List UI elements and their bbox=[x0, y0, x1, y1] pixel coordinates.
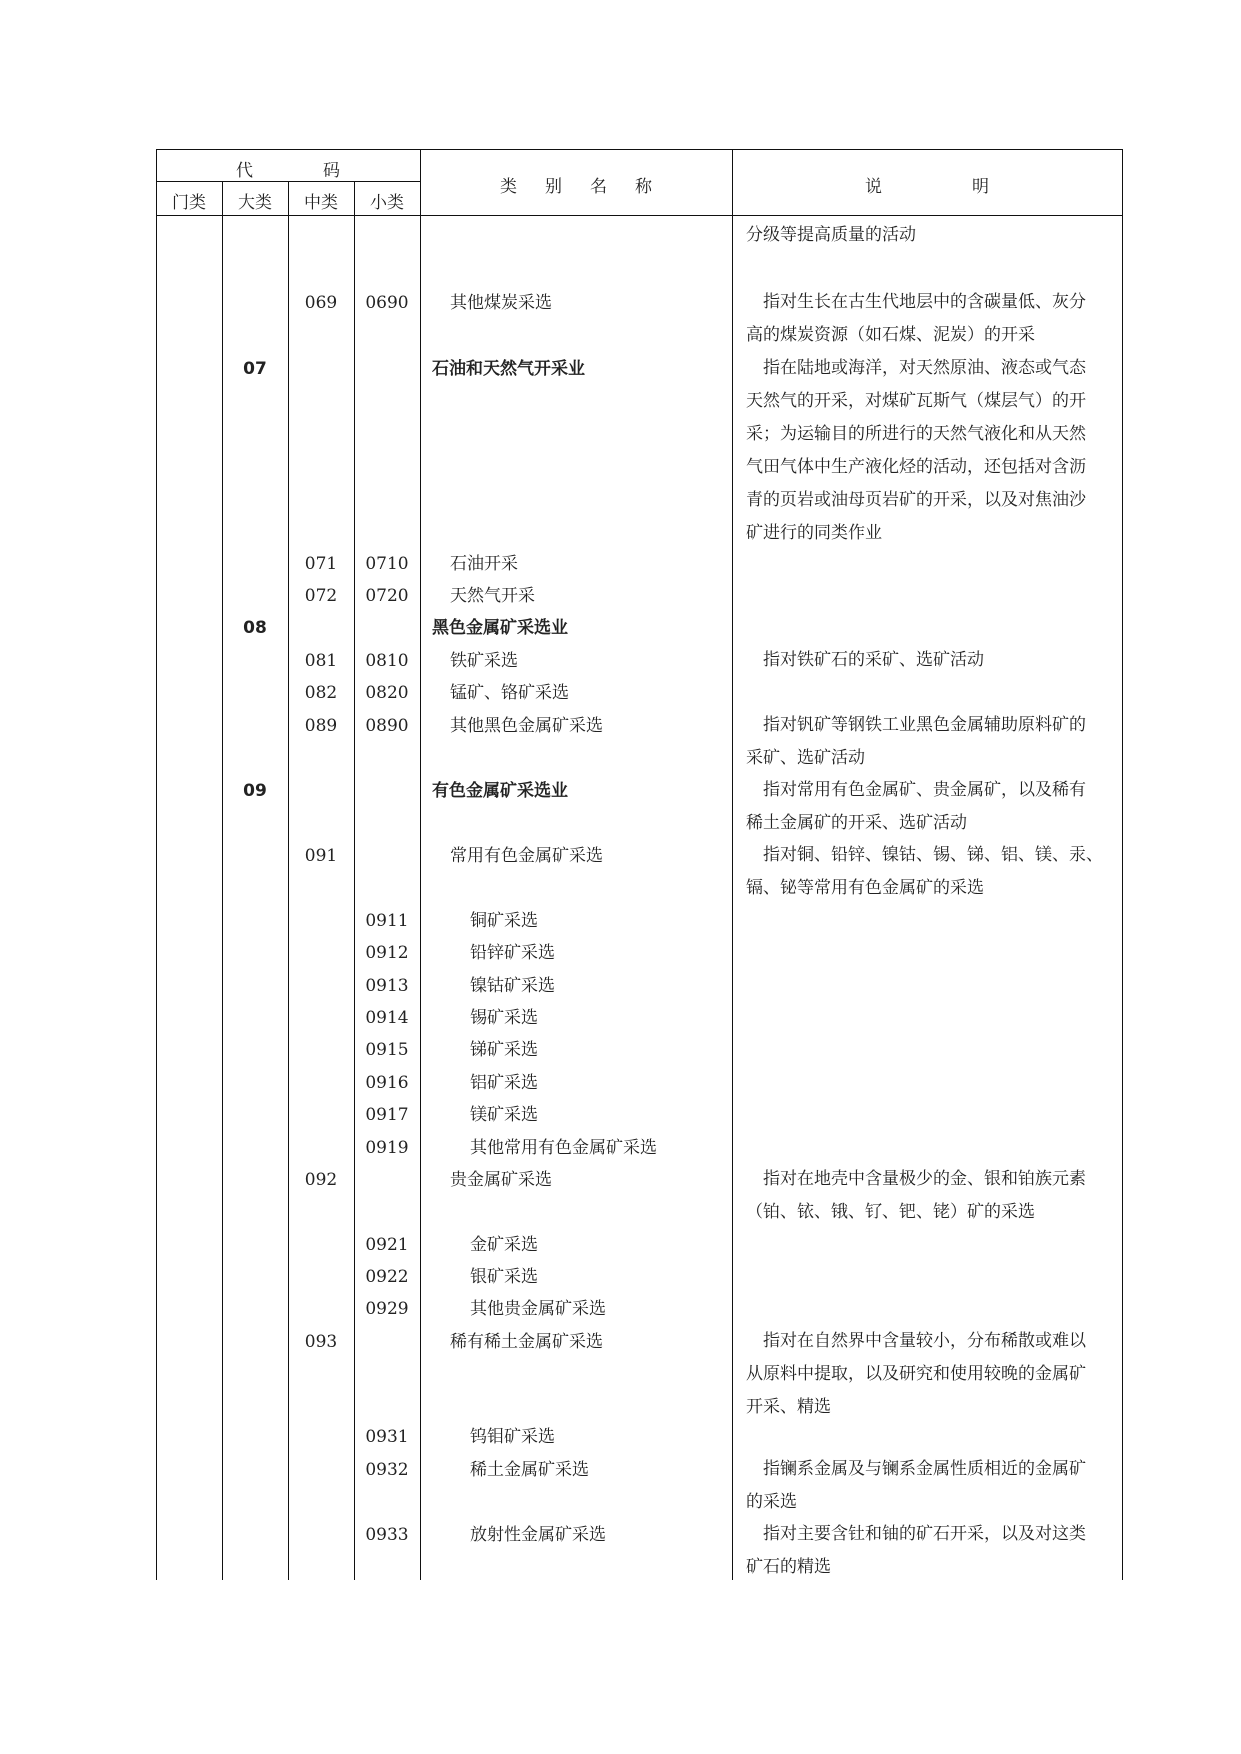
category-name: 铜矿采选 bbox=[470, 911, 538, 931]
category-name: 镍钴矿采选 bbox=[470, 976, 555, 996]
category-name: 石油开采 bbox=[450, 554, 518, 574]
minor-code: 0922 bbox=[365, 1267, 409, 1287]
category-name: 贵金属矿采选 bbox=[450, 1170, 552, 1190]
description bbox=[746, 1163, 1122, 1229]
category-name: 银矿采选 bbox=[470, 1267, 538, 1287]
col-divider-4 bbox=[420, 149, 421, 1580]
description-line: 指在陆地或海洋，对天然原油、液态或气态 bbox=[763, 358, 1086, 378]
description-line: 指对在自然界中含量较小，分布稀散或难以 bbox=[763, 1331, 1086, 1351]
code-char-1: 代 bbox=[236, 161, 253, 181]
desc-header-char: 明 bbox=[972, 177, 989, 197]
mid-code: 089 bbox=[304, 716, 338, 736]
minor-code: 0912 bbox=[365, 943, 409, 963]
minor-code: 0914 bbox=[365, 1008, 409, 1028]
description-line: 指对主要含钍和铀的矿石开采，以及对这类 bbox=[763, 1524, 1086, 1544]
minor-code: 0933 bbox=[365, 1525, 409, 1545]
category-name: 锰矿、铬矿采选 bbox=[450, 683, 569, 703]
code-group-header bbox=[156, 156, 420, 181]
description bbox=[746, 774, 1122, 840]
category-name: 石油和天然气开采业 bbox=[432, 359, 585, 379]
mid-code: 071 bbox=[304, 554, 338, 574]
description-line: 从原料中提取，以及研究和使用较晚的金属矿 bbox=[746, 1364, 1086, 1384]
description bbox=[746, 1453, 1122, 1519]
table-left-border bbox=[156, 149, 157, 1580]
category-name: 其他煤炭采选 bbox=[450, 293, 552, 313]
category-name: 其他贵金属矿采选 bbox=[470, 1299, 606, 1319]
minor-code: 0810 bbox=[365, 651, 409, 671]
description-line: 指对钒矿等钢铁工业黑色金属辅助原料矿的 bbox=[763, 715, 1086, 735]
category-name: 铅锌矿采选 bbox=[470, 943, 555, 963]
description-line: 指对铜、铅锌、镍钴、锡、锑、铝、镁、汞、 bbox=[763, 845, 1103, 865]
description-line: 高的煤炭资源（如石煤、泥炭）的开采 bbox=[746, 325, 1035, 345]
description bbox=[746, 709, 1122, 775]
major-code: 07 bbox=[243, 359, 267, 379]
col-divider-5 bbox=[732, 149, 733, 1580]
description-line: 矿进行的同类作业 bbox=[746, 523, 882, 543]
minor-code: 0820 bbox=[365, 683, 409, 703]
description-line: 矿石的精选 bbox=[746, 1557, 831, 1577]
mid-code: 082 bbox=[304, 683, 338, 703]
minor-code: 0921 bbox=[365, 1235, 409, 1255]
category-name: 黑色金属矿采选业 bbox=[432, 618, 568, 638]
minor-code: 0932 bbox=[365, 1460, 409, 1480]
col-header-minor: 小类 bbox=[370, 193, 404, 213]
major-code: 08 bbox=[243, 618, 267, 638]
minor-code: 0915 bbox=[365, 1040, 409, 1060]
name-header-char: 别 bbox=[545, 177, 562, 197]
category-name: 其他黑色金属矿采选 bbox=[450, 716, 603, 736]
description-line: 指镧系金属及与镧系金属性质相近的金属矿 bbox=[763, 1459, 1086, 1479]
mid-code: 072 bbox=[304, 586, 338, 606]
description bbox=[746, 644, 1122, 677]
minor-code: 0913 bbox=[365, 976, 409, 996]
description bbox=[746, 1325, 1122, 1424]
major-code: 09 bbox=[243, 781, 267, 801]
category-name: 常用有色金属矿采选 bbox=[450, 846, 603, 866]
description-line: 指对生长在古生代地层中的含碳量低、灰分 bbox=[763, 292, 1086, 312]
category-name: 有色金属矿采选业 bbox=[432, 781, 568, 801]
description-line: 稀土金属矿的开采、选矿活动 bbox=[746, 813, 967, 833]
description bbox=[746, 286, 1122, 352]
category-name: 锡矿采选 bbox=[470, 1008, 538, 1028]
description bbox=[746, 352, 1122, 550]
category-name: 镁矿采选 bbox=[470, 1105, 538, 1125]
table-top-border bbox=[156, 149, 1122, 150]
description-line: 采；为运输目的所进行的天然气液化和从天然 bbox=[746, 424, 1086, 444]
description-line: 气田气体中生产液化烃的活动，还包括对含沥 bbox=[746, 457, 1086, 477]
description-line: 指对铁矿石的采矿、选矿活动 bbox=[763, 650, 984, 670]
category-name: 钨钼矿采选 bbox=[470, 1427, 555, 1447]
mid-code: 069 bbox=[304, 293, 338, 313]
mid-code: 093 bbox=[304, 1332, 338, 1352]
name-header-char: 类 bbox=[500, 177, 517, 197]
description bbox=[746, 1518, 1122, 1584]
description-line: （铂、铱、锇、钌、钯、铑）矿的采选 bbox=[746, 1202, 1035, 1222]
category-name: 稀有稀土金属矿采选 bbox=[450, 1332, 603, 1352]
minor-code: 0931 bbox=[365, 1427, 409, 1447]
name-header bbox=[420, 172, 732, 197]
description bbox=[746, 839, 1122, 905]
minor-code: 0720 bbox=[365, 586, 409, 606]
col-divider-2 bbox=[288, 181, 289, 1580]
desc-header-char: 说 bbox=[865, 177, 882, 197]
minor-code: 0916 bbox=[365, 1073, 409, 1093]
code-char-2: 码 bbox=[323, 161, 340, 181]
category-name: 金矿采选 bbox=[470, 1235, 538, 1255]
category-name: 稀土金属矿采选 bbox=[470, 1460, 589, 1480]
description-line: 分级等提高质量的活动 bbox=[746, 225, 916, 245]
description-line: 青的页岩或油母页岩矿的开采，以及对焦油沙 bbox=[746, 490, 1086, 510]
description bbox=[746, 219, 1122, 252]
name-header-char: 称 bbox=[635, 177, 652, 197]
description-line: 开采、精选 bbox=[746, 1397, 831, 1417]
minor-code: 0890 bbox=[365, 716, 409, 736]
name-header-char: 名 bbox=[590, 177, 607, 197]
col-header-mid: 中类 bbox=[304, 193, 338, 213]
col-divider-3 bbox=[354, 181, 355, 1580]
minor-code: 0917 bbox=[365, 1105, 409, 1125]
category-name: 锑矿采选 bbox=[470, 1040, 538, 1060]
mid-code: 081 bbox=[304, 651, 338, 671]
minor-code: 0690 bbox=[365, 293, 409, 313]
category-name: 铁矿采选 bbox=[450, 651, 518, 671]
category-name: 天然气开采 bbox=[450, 586, 535, 606]
table-right-border bbox=[1122, 149, 1123, 1580]
description-line: 指对在地壳中含量极少的金、银和铂族元素 bbox=[763, 1169, 1086, 1189]
minor-code: 0710 bbox=[365, 554, 409, 574]
category-name: 放射性金属矿采选 bbox=[470, 1525, 606, 1545]
col-header-major: 大类 bbox=[238, 193, 272, 213]
description-line: 镉、铋等常用有色金属矿的采选 bbox=[746, 878, 984, 898]
description-line: 天然气的开采，对煤矿瓦斯气（煤层气）的开 bbox=[746, 391, 1086, 411]
col-divider-1 bbox=[222, 181, 223, 1580]
minor-code: 0911 bbox=[365, 911, 409, 931]
header-bottom-border bbox=[156, 215, 1122, 216]
col-header-section: 门类 bbox=[172, 193, 206, 213]
mid-code: 092 bbox=[304, 1170, 338, 1190]
mid-code: 091 bbox=[304, 846, 338, 866]
description-line: 的采选 bbox=[746, 1492, 797, 1512]
category-name: 其他常用有色金属矿采选 bbox=[470, 1138, 657, 1158]
description-line: 采矿、选矿活动 bbox=[746, 748, 865, 768]
description-header bbox=[732, 172, 1122, 197]
description-line: 指对常用有色金属矿、贵金属矿，以及稀有 bbox=[763, 780, 1086, 800]
category-name: 铝矿采选 bbox=[470, 1073, 538, 1093]
minor-code: 0919 bbox=[365, 1138, 409, 1158]
minor-code: 0929 bbox=[365, 1299, 409, 1319]
